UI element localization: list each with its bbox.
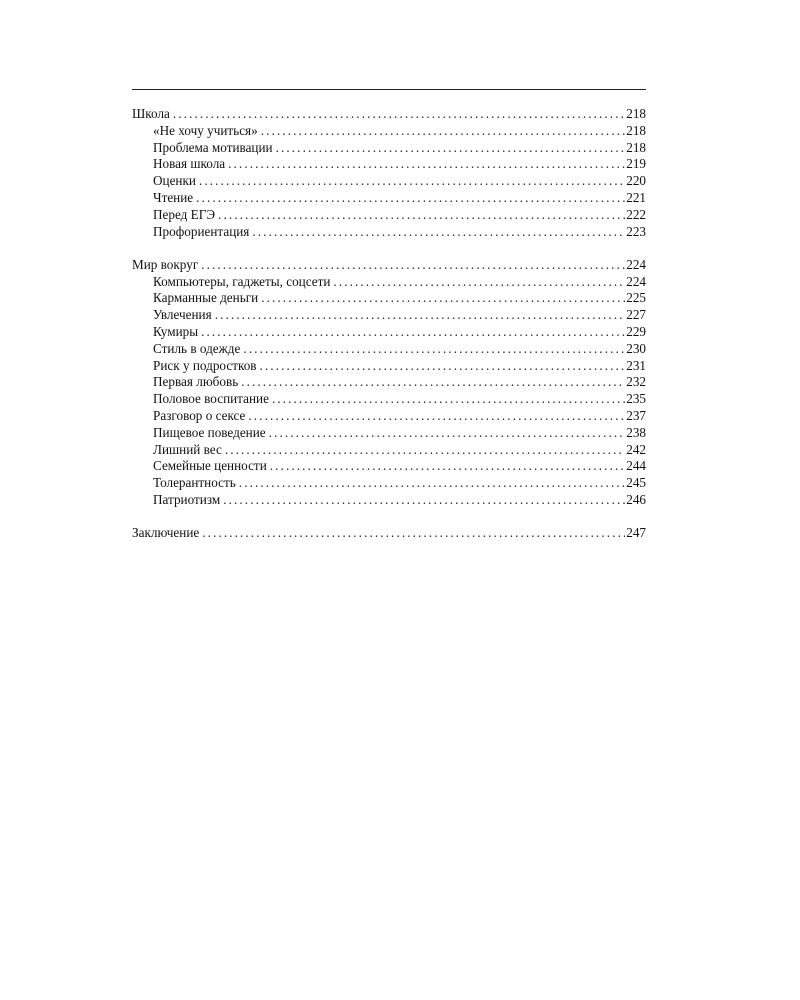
toc-subentry-page: 245 bbox=[626, 475, 646, 491]
dot-leader bbox=[202, 525, 625, 542]
dot-leader bbox=[269, 425, 626, 442]
toc-subentry-page: 232 bbox=[626, 374, 646, 390]
toc-subentry-page: 224 bbox=[626, 273, 646, 289]
toc-subentry[interactable] bbox=[132, 442, 646, 459]
table-of-contents bbox=[132, 106, 646, 542]
toc-entry-title: Мир вокруг bbox=[132, 256, 199, 272]
toc-subentry[interactable] bbox=[132, 207, 646, 224]
toc-subentry[interactable] bbox=[132, 274, 646, 291]
toc-entry[interactable] bbox=[132, 257, 646, 274]
toc-subentry-page: 221 bbox=[626, 189, 646, 205]
toc-subentry[interactable] bbox=[132, 190, 646, 207]
toc-subentry-title: Компьютеры, гаджеты, соцсети bbox=[153, 273, 331, 289]
toc-subentry-title: Проблема мотивации bbox=[153, 139, 273, 155]
toc-subentry-page: 222 bbox=[626, 206, 646, 222]
toc-subentry[interactable] bbox=[132, 307, 646, 324]
toc-subentry-page: 218 bbox=[626, 122, 646, 138]
toc-entry-page: 218 bbox=[626, 106, 646, 121]
toc-subentry-title: Патриотизм bbox=[153, 492, 221, 508]
dot-leader bbox=[272, 391, 625, 408]
toc-subentry-page: 246 bbox=[626, 492, 646, 508]
toc-subentry-title: Кумиры bbox=[153, 324, 199, 340]
toc-section-school bbox=[132, 106, 646, 240]
dot-leader bbox=[252, 224, 625, 241]
toc-subentry[interactable] bbox=[132, 358, 646, 375]
toc-subentry[interactable] bbox=[132, 408, 646, 425]
toc-subentry[interactable] bbox=[132, 341, 646, 358]
top-rule bbox=[132, 89, 646, 90]
toc-subentry-page: 230 bbox=[626, 340, 646, 356]
dot-leader bbox=[243, 341, 625, 358]
toc-subentry-title: Семейные ценности bbox=[153, 458, 267, 474]
dot-leader bbox=[270, 458, 625, 475]
toc-subentry[interactable] bbox=[132, 475, 646, 492]
toc-subentry-page: 229 bbox=[626, 324, 646, 340]
toc-subentry-title: Разговор о сексе bbox=[153, 408, 246, 424]
toc-subentry-page: 244 bbox=[626, 458, 646, 474]
dot-leader bbox=[173, 106, 625, 123]
toc-subentry-title: Чтение bbox=[153, 189, 194, 205]
toc-subentry-page: 225 bbox=[626, 290, 646, 306]
dot-leader bbox=[276, 140, 626, 157]
toc-subentry-page: 235 bbox=[626, 391, 646, 407]
toc-subentry-page: 227 bbox=[626, 307, 646, 323]
toc-entry[interactable] bbox=[132, 106, 646, 123]
toc-subentry[interactable] bbox=[132, 123, 646, 140]
toc-subentry-title: Половое воспитание bbox=[153, 391, 269, 407]
toc-subentry-title: Первая любовь bbox=[153, 374, 239, 390]
dot-leader bbox=[218, 207, 625, 224]
toc-subentry[interactable] bbox=[132, 324, 646, 341]
dot-leader bbox=[239, 475, 625, 492]
toc-subentry[interactable] bbox=[132, 492, 646, 509]
toc-section-world-around bbox=[132, 257, 646, 509]
toc-subentry-page: 237 bbox=[626, 408, 646, 424]
toc-subentry-title: Лишний вес bbox=[153, 441, 222, 457]
toc-entry[interactable] bbox=[132, 525, 646, 542]
dot-leader bbox=[248, 408, 625, 425]
toc-subentry-title: Стиль в одежде bbox=[153, 340, 241, 356]
toc-subentry[interactable] bbox=[132, 425, 646, 442]
toc-subentry-title: Пищевое поведение bbox=[153, 424, 266, 440]
dot-leader bbox=[199, 173, 625, 190]
dot-leader bbox=[201, 257, 625, 274]
toc-subentry[interactable] bbox=[132, 290, 646, 307]
dot-leader bbox=[201, 324, 625, 341]
toc-subentry-title: Профориентация bbox=[153, 223, 250, 239]
toc-subentry-title: Риск у подростков bbox=[153, 357, 257, 373]
toc-subentry-title: Перед ЕГЭ bbox=[153, 206, 216, 222]
toc-subentry[interactable] bbox=[132, 374, 646, 391]
toc-subentry-title: Увлечения bbox=[153, 307, 212, 323]
dot-leader bbox=[215, 307, 626, 324]
toc-entry-page: 224 bbox=[626, 256, 646, 272]
toc-subentry-page: 218 bbox=[626, 139, 646, 155]
toc-subentry[interactable] bbox=[132, 173, 646, 190]
dot-leader bbox=[241, 374, 625, 391]
toc-subentry-title: Карманные деньги bbox=[153, 290, 259, 306]
toc-subentry-title: Новая школа bbox=[153, 156, 226, 172]
dot-leader bbox=[196, 190, 625, 207]
toc-subentry-page: 242 bbox=[626, 441, 646, 457]
toc-subentry-page: 219 bbox=[626, 156, 646, 172]
dot-leader bbox=[228, 156, 625, 173]
toc-entry-page: 247 bbox=[626, 525, 646, 541]
toc-subentry-title: Оценки bbox=[153, 173, 196, 189]
toc-section-conclusion bbox=[132, 525, 646, 542]
toc-subentry-page: 220 bbox=[626, 173, 646, 189]
toc-subentry-title: Толерантность bbox=[153, 475, 236, 491]
toc-subentry[interactable] bbox=[132, 156, 646, 173]
toc-subentry[interactable] bbox=[132, 458, 646, 475]
toc-subentry[interactable] bbox=[132, 391, 646, 408]
toc-entry-title: Школа bbox=[132, 106, 170, 121]
dot-leader bbox=[223, 492, 625, 509]
toc-subentry-page: 231 bbox=[626, 357, 646, 373]
dot-leader bbox=[225, 442, 625, 459]
dot-leader bbox=[333, 274, 625, 291]
dot-leader bbox=[260, 358, 626, 375]
toc-subentry[interactable] bbox=[132, 140, 646, 157]
toc-entry-title: Заключение bbox=[132, 525, 200, 541]
toc-subentry-page: 238 bbox=[626, 424, 646, 440]
dot-leader bbox=[261, 290, 625, 307]
toc-subentry[interactable] bbox=[132, 224, 646, 241]
dot-leader bbox=[261, 123, 626, 140]
toc-subentry-title: «Не хочу учиться» bbox=[153, 122, 258, 138]
toc-subentry-page: 223 bbox=[626, 223, 646, 239]
